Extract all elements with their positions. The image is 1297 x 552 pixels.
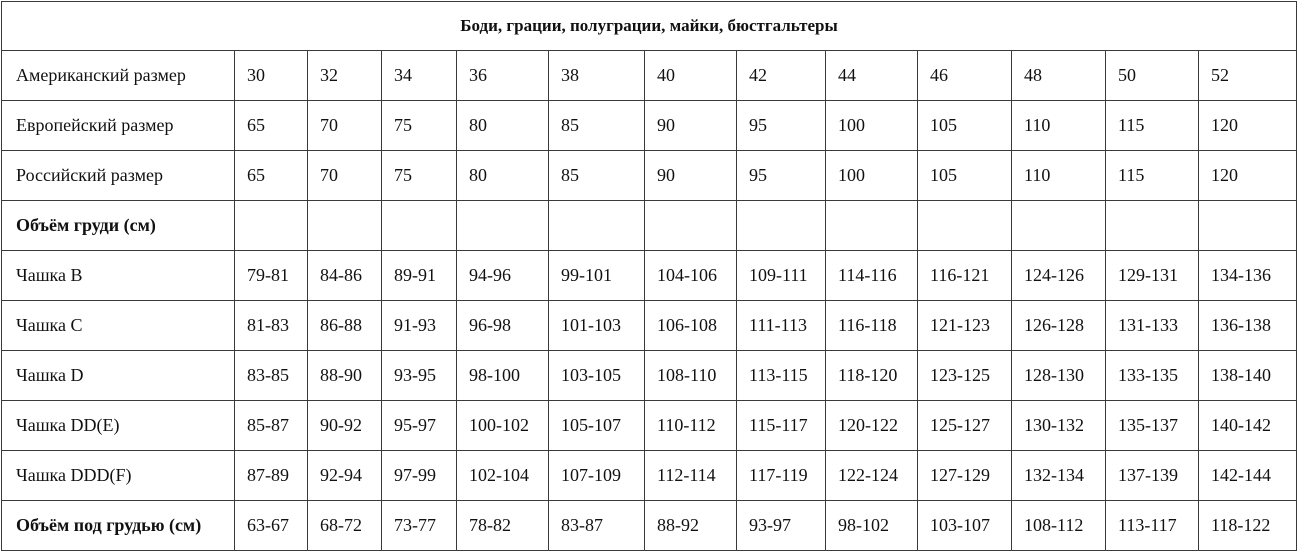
table-row (2, 51, 1297, 101)
row-label: Американский размер (2, 51, 235, 101)
table-cell: 95-97 (382, 401, 457, 451)
table-cell: 42 (737, 51, 826, 101)
table-cell: 73-77 (382, 501, 457, 551)
title-row (2, 2, 1297, 51)
table-cell: 110-112 (645, 401, 737, 451)
table-cell: 108-112 (1012, 501, 1106, 551)
table-cell: 30 (235, 51, 308, 101)
table-cell: 105 (918, 151, 1012, 201)
table-cell (1012, 201, 1106, 251)
table-cell: 83-87 (549, 501, 645, 551)
table-cell: 50 (1106, 51, 1199, 101)
table-cell: 95 (737, 101, 826, 151)
table-cell: 106-108 (645, 301, 737, 351)
table-cell (457, 201, 549, 251)
table-cell: 116-118 (826, 301, 918, 351)
table-cell: 142-144 (1199, 451, 1297, 501)
table-cell: 85-87 (235, 401, 308, 451)
table-cell (1106, 201, 1199, 251)
table-cell: 115-117 (737, 401, 826, 451)
table-cell: 120 (1199, 151, 1297, 201)
table-cell: 36 (457, 51, 549, 101)
table-cell: 118-122 (1199, 501, 1297, 551)
table-cell: 34 (382, 51, 457, 101)
row-label: Чашка D (2, 351, 235, 401)
table-cell: 93-95 (382, 351, 457, 401)
table-cell: 89-91 (382, 251, 457, 301)
table-row (2, 201, 1297, 251)
table-cell: 114-116 (826, 251, 918, 301)
table-cell: 132-134 (1012, 451, 1106, 501)
table-body (2, 51, 1297, 551)
table-cell: 101-103 (549, 301, 645, 351)
table-cell: 131-133 (1106, 301, 1199, 351)
table-cell: 118-120 (826, 351, 918, 401)
table-cell: 75 (382, 151, 457, 201)
table-cell: 75 (382, 101, 457, 151)
table-cell: 98-100 (457, 351, 549, 401)
table-cell: 90 (645, 151, 737, 201)
table-cell: 135-137 (1106, 401, 1199, 451)
table-cell: 98-102 (826, 501, 918, 551)
table-cell: 110 (1012, 151, 1106, 201)
table-cell: 104-106 (645, 251, 737, 301)
table-cell: 120 (1199, 101, 1297, 151)
table-cell: 110 (1012, 101, 1106, 151)
table-cell: 96-98 (457, 301, 549, 351)
table-cell: 134-136 (1199, 251, 1297, 301)
table-cell: 115 (1106, 151, 1199, 201)
table-cell: 117-119 (737, 451, 826, 501)
table-cell: 100 (826, 151, 918, 201)
table-cell: 90 (645, 101, 737, 151)
table-cell: 120-122 (826, 401, 918, 451)
table-cell (826, 201, 918, 251)
table-cell: 103-107 (918, 501, 1012, 551)
table-cell (382, 201, 457, 251)
table-cell: 65 (235, 101, 308, 151)
table-cell (235, 201, 308, 251)
table-cell: 81-83 (235, 301, 308, 351)
table-cell: 95 (737, 151, 826, 201)
table-cell: 40 (645, 51, 737, 101)
table-cell: 63-67 (235, 501, 308, 551)
table-cell: 137-139 (1106, 451, 1199, 501)
table-cell: 123-125 (918, 351, 1012, 401)
table-cell: 100 (826, 101, 918, 151)
table-row (2, 251, 1297, 301)
table-cell: 94-96 (457, 251, 549, 301)
table-cell: 70 (308, 101, 382, 151)
table-row (2, 401, 1297, 451)
table-cell: 85 (549, 101, 645, 151)
table-cell: 115 (1106, 101, 1199, 151)
table-cell: 126-128 (1012, 301, 1106, 351)
row-label: Чашка DD(E) (2, 401, 235, 451)
table-cell: 80 (457, 101, 549, 151)
row-label: Чашка C (2, 301, 235, 351)
row-label: Европейский размер (2, 101, 235, 151)
table-row (2, 351, 1297, 401)
table-cell: 105 (918, 101, 1012, 151)
table-cell: 112-114 (645, 451, 737, 501)
table-cell: 86-88 (308, 301, 382, 351)
row-label: Российский размер (2, 151, 235, 201)
table-cell (918, 201, 1012, 251)
table-cell (308, 201, 382, 251)
table-cell: 105-107 (549, 401, 645, 451)
table-cell: 130-132 (1012, 401, 1106, 451)
table-cell: 103-105 (549, 351, 645, 401)
table-cell: 111-113 (737, 301, 826, 351)
table-cell: 138-140 (1199, 351, 1297, 401)
table-cell: 100-102 (457, 401, 549, 451)
table-cell: 44 (826, 51, 918, 101)
table-cell: 87-89 (235, 451, 308, 501)
table-cell: 46 (918, 51, 1012, 101)
table-cell: 109-111 (737, 251, 826, 301)
table-cell: 32 (308, 51, 382, 101)
table-cell: 113-117 (1106, 501, 1199, 551)
row-label: Объём груди (см) (2, 201, 235, 251)
table-cell: 91-93 (382, 301, 457, 351)
table-cell: 68-72 (308, 501, 382, 551)
table-cell: 121-123 (918, 301, 1012, 351)
table-row (2, 501, 1297, 551)
table-cell: 88-92 (645, 501, 737, 551)
table-cell: 124-126 (1012, 251, 1106, 301)
table-cell: 140-142 (1199, 401, 1297, 451)
table-cell: 79-81 (235, 251, 308, 301)
table-cell: 125-127 (918, 401, 1012, 451)
table-cell: 78-82 (457, 501, 549, 551)
table-cell: 90-92 (308, 401, 382, 451)
table-cell: 48 (1012, 51, 1106, 101)
table-cell: 128-130 (1012, 351, 1106, 401)
row-label: Чашка B (2, 251, 235, 301)
table-cell: 99-101 (549, 251, 645, 301)
table-cell: 113-115 (737, 351, 826, 401)
table-cell: 108-110 (645, 351, 737, 401)
table-cell: 93-97 (737, 501, 826, 551)
size-chart-table (1, 1, 1297, 551)
table-cell: 92-94 (308, 451, 382, 501)
row-label: Объём под грудью (см) (2, 501, 235, 551)
table-cell: 65 (235, 151, 308, 201)
table-row (2, 151, 1297, 201)
table-cell: 136-138 (1199, 301, 1297, 351)
table-cell: 133-135 (1106, 351, 1199, 401)
table-cell: 83-85 (235, 351, 308, 401)
table-cell: 129-131 (1106, 251, 1199, 301)
row-label: Чашка DDD(F) (2, 451, 235, 501)
table-cell (549, 201, 645, 251)
table-cell: 127-129 (918, 451, 1012, 501)
table-cell: 38 (549, 51, 645, 101)
table-cell: 84-86 (308, 251, 382, 301)
table-cell: 107-109 (549, 451, 645, 501)
table-cell: 85 (549, 151, 645, 201)
table-cell: 116-121 (918, 251, 1012, 301)
table-cell: 102-104 (457, 451, 549, 501)
table-cell (737, 201, 826, 251)
table-row (2, 451, 1297, 501)
table-row (2, 301, 1297, 351)
table-row (2, 101, 1297, 151)
table-cell: 52 (1199, 51, 1297, 101)
table-title: Боди, грации, полуграции, майки, бюстгальтеры (2, 2, 1297, 51)
table-cell: 122-124 (826, 451, 918, 501)
table-cell (1199, 201, 1297, 251)
table-cell (645, 201, 737, 251)
table-cell: 80 (457, 151, 549, 201)
table-cell: 70 (308, 151, 382, 201)
table-cell: 97-99 (382, 451, 457, 501)
table-cell: 88-90 (308, 351, 382, 401)
